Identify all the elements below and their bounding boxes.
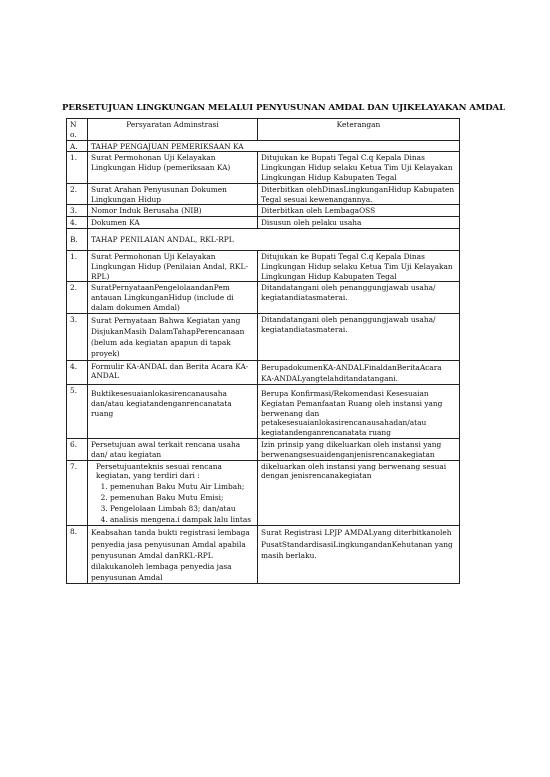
table-row (67, 183, 460, 205)
row-note: Izin prinsip yang dikeluarkan oleh instansi yang berwenangsesuaidenganjenisrencanakegiatan (258, 438, 460, 460)
row-note: Ditandatangani oleh penanggungjawab usaha/ kegiatandiatasmaterai. (258, 282, 460, 313)
row-requirement: Formulir KA-ANDAL dan Berita Acara KA- ANDAL (88, 360, 258, 384)
row-requirement: Surat Permohonan Uji Kelayakan Lingkungan Hidup (pemeriksaan KA) (88, 152, 258, 183)
list-item: 4. analisis mengena.i dampak lalu lintas (110, 515, 254, 525)
requirements-table (66, 118, 460, 584)
row-note: Ditandatangani oleh penanggungjawab usaha/ kegiatandiatasmaterai. (258, 313, 460, 360)
table-header-row (67, 119, 460, 141)
row-no: 3. (67, 313, 88, 360)
row-note: BerupadokumenKA-ANDALFinaldanBeritaAcara KA-ANDALyangtelahditandatangani. (258, 360, 460, 384)
row-note: Diterbitkan olehDinasLingkunganHidup Kabupaten Tegal sesuai kewenangannya. (258, 183, 460, 205)
row-note: dikeluarkan oleh instansi yang berwenang sesuai dengan jenisrencanakegiatan (258, 460, 460, 526)
table-row (67, 313, 460, 360)
table-row (67, 460, 460, 526)
table-row (67, 384, 460, 438)
row-note: Disusun oleh pelaku usaha (258, 217, 460, 229)
row-note: Berupa Konfirmasi/Rekomendasi Kesesuaian Kegiatan Pemanfaatan Ruang oleh instansi yang berwenang dan petakesesuaianlokasirencanausahadan/atau kegiatandenganrencanatata ruang (258, 384, 460, 438)
header-note: Keterangan (258, 119, 460, 141)
section-b-title: TAHAP PENILAIAN ANDAL, RKL-RPL (88, 228, 460, 250)
row-requirement: Buktikesesuaianlokasirencanausaha dan/atau kegiatandenganrencanatata ruang (88, 384, 258, 438)
section-a-row (67, 140, 460, 152)
row-no: 5. (67, 384, 88, 438)
row-requirement-text: Persetujuanteknis sesuai rencana kegiatan, yang terdiri dari : (96, 461, 222, 481)
list-item: 3. Pengelolaan Limbah 83; dan/atau (110, 504, 254, 514)
table-row (67, 526, 460, 584)
section-a-title: TAHAP PENGAJUAN PEMERIKSAAN KA (88, 140, 460, 152)
row-no: 4. (67, 360, 88, 384)
row-requirement: Nomor Induk Berusaha (NIB) (88, 205, 258, 217)
row-no: 8. (67, 526, 88, 584)
row-requirement: Surat Arahan Penyusunan Dokumen Lingkungan Hidup (88, 183, 258, 205)
header-no: N o. (67, 119, 88, 141)
row-no: 3. (67, 205, 88, 217)
row-no: 4. (67, 217, 88, 229)
table-row (67, 360, 460, 384)
table-row (67, 205, 460, 217)
row-no: 6. (67, 438, 88, 460)
row-note: Ditujukan ke Bupati Tegal C.q Kepala Dinas Lingkungan Hidup selaku Ketua Tim Uji Kelayakan Lingkungan Hidup Kabupaten Tegal (258, 250, 460, 281)
list-item: 1. pemenuhan Baku Mutu Air Limbah; (110, 482, 254, 492)
row-note: Diterbitkan oleh LembagaOSS (258, 205, 460, 217)
row-requirement: Surat Pernyataan Bahwa Kegiatan yang DisjukanMasih DalamTahapPerencanaan (belum ada kegiatan apapun di tapak proyek) (88, 313, 258, 360)
section-b-row (67, 228, 460, 250)
table-row (67, 282, 460, 313)
row-no: 1. (67, 250, 88, 281)
row-requirement: Persetujuan awal terkait rencana usaha dan/ atau kegiatan (88, 438, 258, 460)
row-requirement: Dokumen KA (88, 217, 258, 229)
row-no: 2. (67, 282, 88, 313)
list-item: 2. pemenuhan Baku Mutu Emisi; (110, 493, 254, 503)
row-no: 1. (67, 152, 88, 183)
table-row (67, 250, 460, 281)
row-requirement: Surat Permohonan Uji Kelayakan Lingkungan Hidup (Penilaian Andal, RKL-RPL) (88, 250, 258, 281)
row-no: 2. (67, 183, 88, 205)
section-b-no: B. (67, 228, 88, 250)
row-no: 7. (67, 460, 88, 526)
row-requirement: Keabsahan tanda bukti registrasi lembaga penyedia jasa penyusunan Amdal apabila penyusunan Amdal danRKL-RPL dilakukanoleh lembaga penyedia jasa penyusunan Amdal (88, 526, 258, 584)
technical-approval-list (96, 482, 254, 524)
row-requirement (88, 460, 258, 526)
table-row (67, 152, 460, 183)
row-requirement: SuratPernyataanPengelolaandanPem antauan LingkunganHidup (include di dalam dokumen Amdal) (88, 282, 258, 313)
table-row (67, 438, 460, 460)
header-requirement: Persyaratan Adminstrasi (88, 119, 258, 141)
section-a-no: A. (67, 140, 88, 152)
row-note: Surat Registrasi LPJP AMDALyang diterbitkanoleh PusatStandardisasiLingkungandanKehutanan yang masih berlaku. (258, 526, 460, 584)
row-note: Ditujukan ke Bupati Tegal C.q Kepala Dinas Lingkungan Hidup selaku Ketua Tim Uji Kelayakan Lingkungan Hidup Kabupaten Tegal (258, 152, 460, 183)
page-title: PERSETUJUAN LINGKUNGAN MELALUI PENYUSUNAN AMDAL DAN UJIKELAYAKAN AMDAL (62, 103, 506, 113)
table-row (67, 217, 460, 229)
